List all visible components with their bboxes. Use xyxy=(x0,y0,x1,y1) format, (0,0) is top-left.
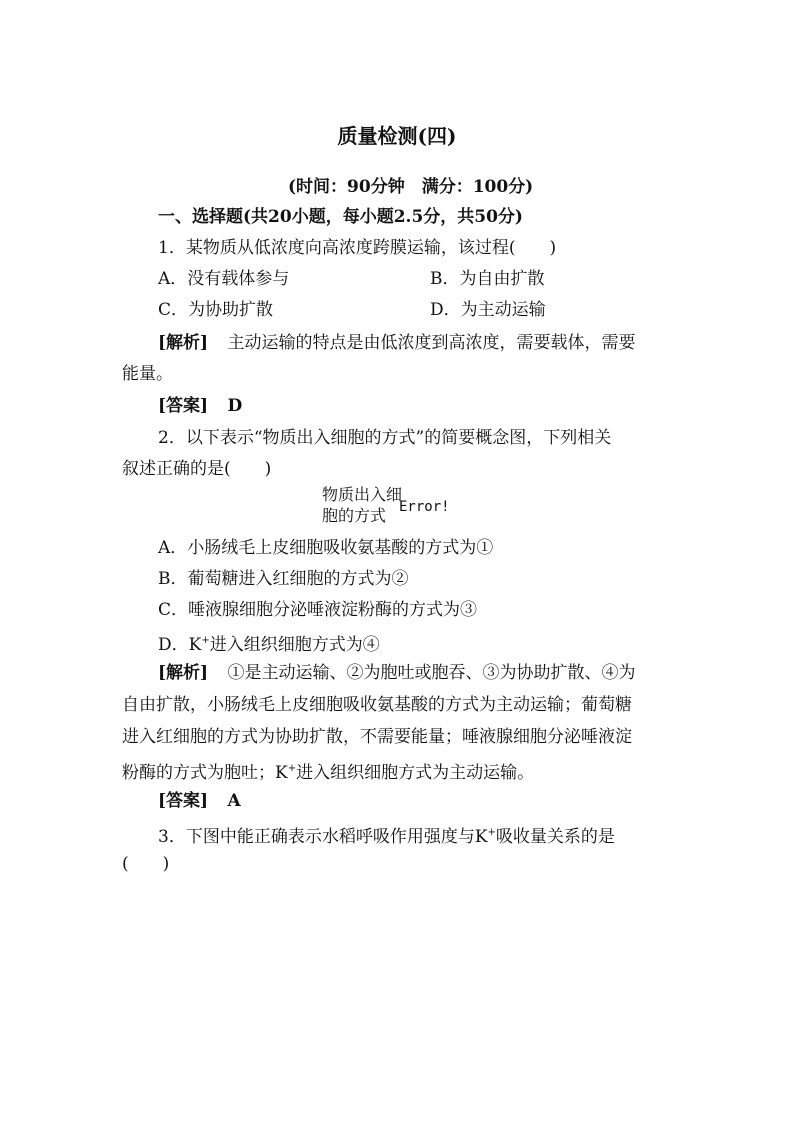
q2-option-d-prefix: D．K xyxy=(158,635,202,655)
q2-answer-tag: [答案] xyxy=(158,791,209,811)
q2-answer-line xyxy=(158,790,241,812)
q2-analysis-line3: 进入红细胞的方式为协助扩散，不需要能量；唾液腺细胞分泌唾液淀 xyxy=(122,727,632,747)
q1-stem: 1．某物质从低浓度向高浓度跨膜运输，该过程( ) xyxy=(158,238,557,258)
q2-answer: A xyxy=(227,791,241,811)
q2-analysis-line1 xyxy=(158,662,636,684)
concept-error-text: Error! xyxy=(399,499,450,515)
page-title: 质量检测(四) xyxy=(337,124,457,148)
concept-diagram xyxy=(322,485,522,529)
q1-option-c: C．为协助扩散 xyxy=(158,300,274,320)
q2-analysis-tag: [解析] xyxy=(158,663,209,683)
q3-stem-line1 xyxy=(158,822,615,848)
q2-option-d-sup: + xyxy=(201,635,210,646)
q2-analysis-line4 xyxy=(122,758,534,784)
q1-analysis-text: 主动运输的特点是由低浓度到高浓度，需要载体，需要 xyxy=(227,333,636,353)
q2-option-b: B．葡萄糖进入红细胞的方式为② xyxy=(158,569,409,589)
q1-answer-tag: [答案] xyxy=(158,396,209,416)
concept-label-line2: 胞的方式 xyxy=(322,506,387,525)
concept-label-line1: 物质出入细 xyxy=(322,485,403,504)
q1-option-d: D．为主动运输 xyxy=(430,300,546,320)
q1-option-a: A．没有载体参与 xyxy=(158,269,290,289)
q1-analysis-line2: 能量。 xyxy=(122,364,173,384)
q3-stem-line2: ( ) xyxy=(122,854,170,874)
q3-stem-sup: + xyxy=(487,827,496,838)
q2-option-c: C．唾液腺细胞分泌唾液淀粉酶的方式为③ xyxy=(158,600,478,620)
section-heading: 一、选择题(共20小题，每小题2.5分，共50分) xyxy=(158,207,523,227)
q2-stem-line1: 2．以下表示“物质出入细胞的方式”的简要概念图，下列相关 xyxy=(158,428,612,448)
q2-option-d xyxy=(158,630,380,656)
q2-option-a: A．小肠绒毛上皮细胞吸收氨基酸的方式为① xyxy=(158,538,494,558)
q2-analysis-text: ①是主动运输、②为胞吐或胞吞、③为协助扩散、④为 xyxy=(227,663,636,683)
q1-analysis-tag: [解析] xyxy=(158,333,209,353)
q2-analysis-line4-rest: 进入组织细胞方式为主动运输。 xyxy=(296,763,535,783)
q1-analysis-line1 xyxy=(158,332,636,354)
q2-stem-line2: 叙述正确的是( ) xyxy=(122,459,272,479)
q1-answer-line xyxy=(158,395,242,417)
q2-option-d-rest: 进入组织细胞方式为④ xyxy=(209,635,380,655)
exam-meta: (时间：90分钟 满分：100分) xyxy=(288,177,534,197)
q1-answer: D xyxy=(227,396,243,416)
q2-analysis-line2: 自由扩散，小肠绒毛上皮细胞吸收氨基酸的方式为主动运输；葡萄糖 xyxy=(122,695,632,715)
q2-analysis-line4-sup: + xyxy=(287,763,297,774)
q2-analysis-line4-prefix: 粉酶的方式为胞吐；K xyxy=(122,763,288,783)
q3-stem-prefix: 3．下图中能正确表示水稻呼吸作用强度与K xyxy=(158,827,488,847)
q1-option-b: B．为自由扩散 xyxy=(430,269,545,289)
q3-stem-rest: 吸收量关系的是 xyxy=(495,827,615,847)
